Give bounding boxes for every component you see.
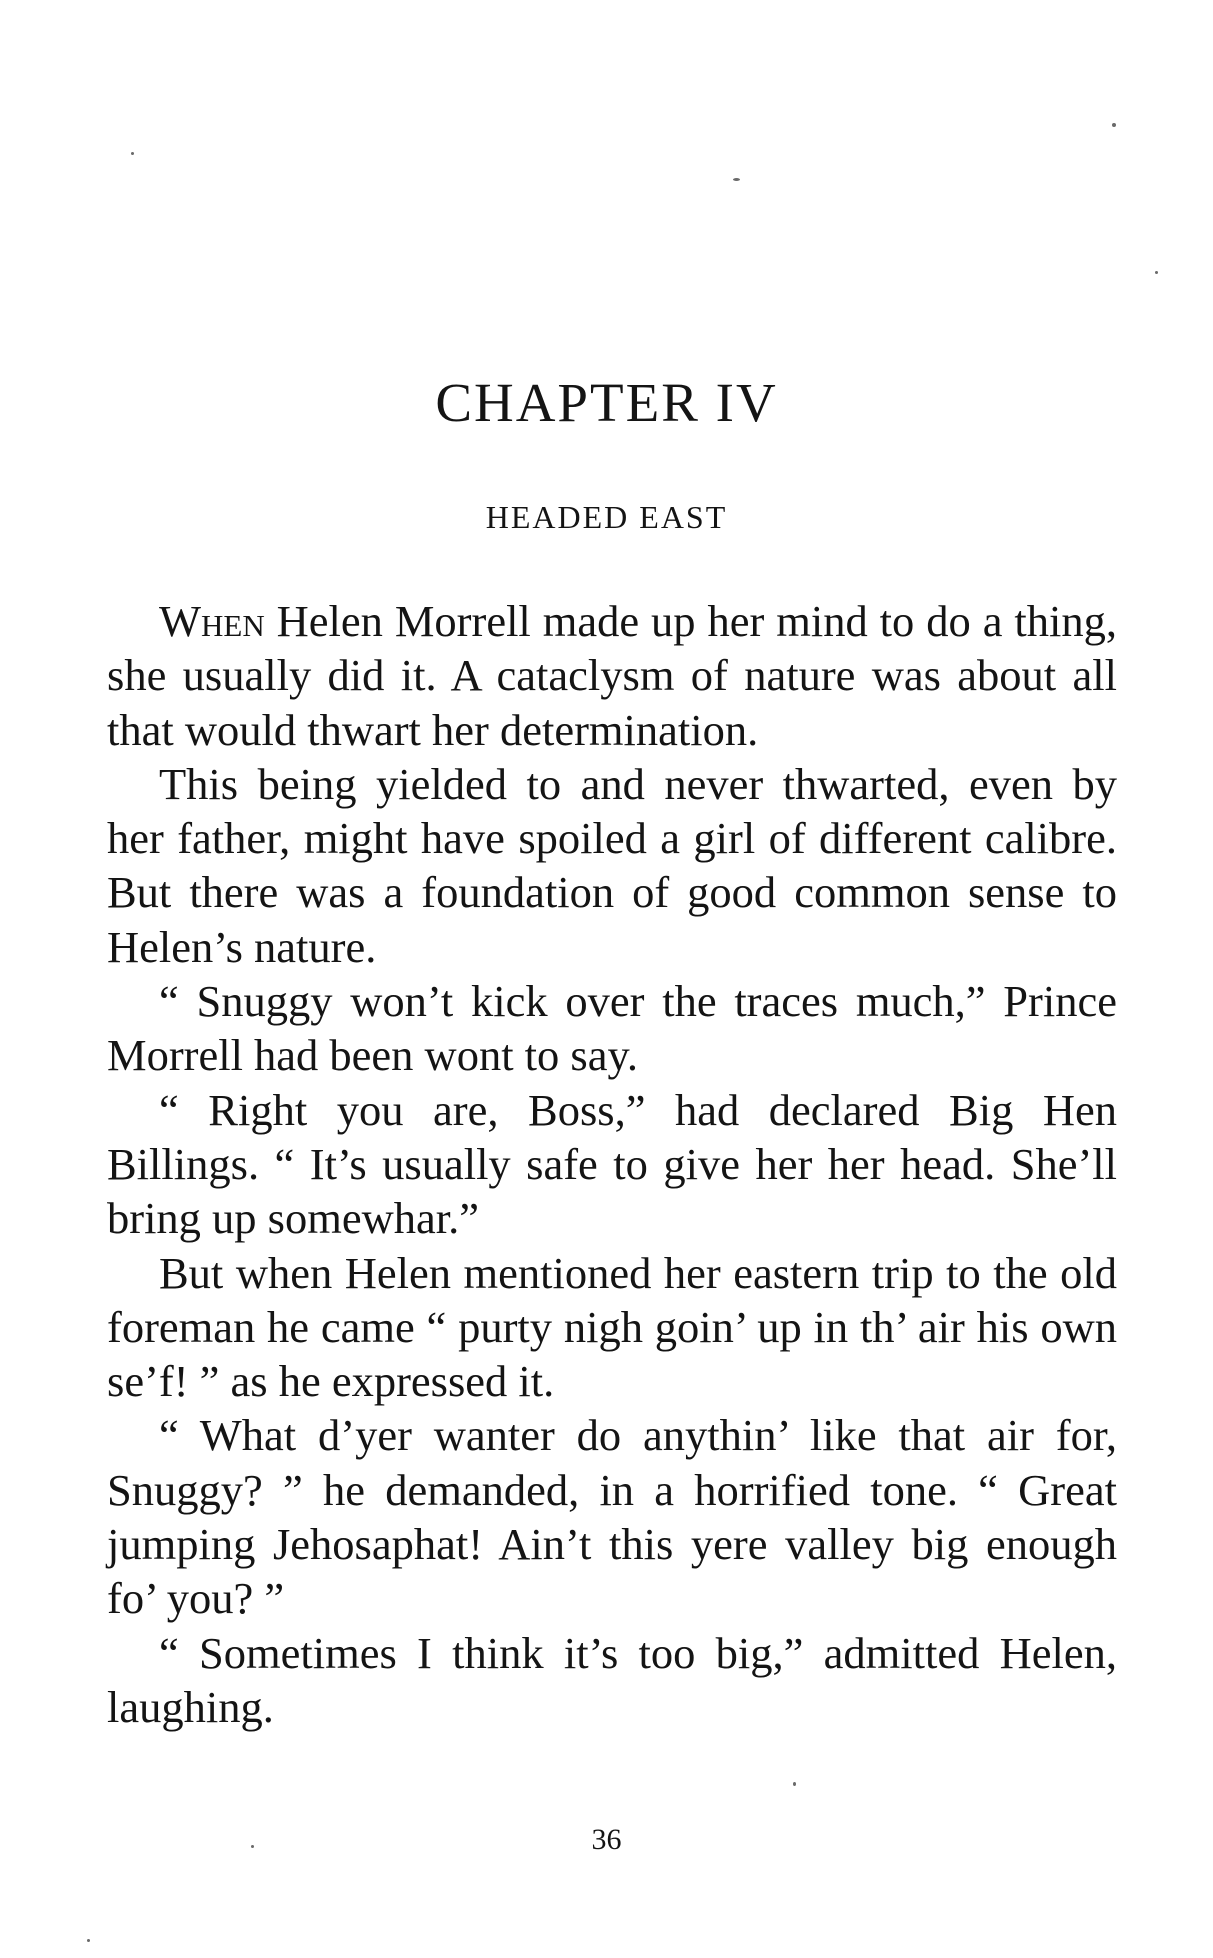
page-number: 36 xyxy=(591,1823,622,1856)
scan-speck xyxy=(251,1845,254,1848)
scan-speck xyxy=(1112,123,1116,127)
paragraph xyxy=(107,594,1117,757)
paragraph-text: Helen Morrell made up her mind to do a thing, she usually did it. A cataclysm of nature was about all that would thwart her determination. xyxy=(107,596,1117,755)
paragraph: “ What d’yer wanter do anythin’ like that air for, Snuggy? ” he demanded, in a horrified tone. “ Great jumping Jehosaphat! Ain’t this yere valley big enough fo’ you? ” xyxy=(107,1410,1117,1624)
paragraph: But when Helen mentioned her eastern trip to the old foreman he came “ purty nigh goin’ up in th’ air his own se’f! ” as he expressed it. xyxy=(107,1247,1117,1407)
scan-speck xyxy=(793,1782,796,1786)
scan-speck xyxy=(733,178,740,181)
paragraph: This being yielded to and never thwarted, even by her father, might have spoiled a girl of different calibre. But there was a foundation of good common sense to Helen’s nature. xyxy=(107,758,1117,972)
scan-speck xyxy=(87,1939,90,1942)
paragraph: “ Right you are, Boss,” had declared Big Hen Billings. “ It’s usually safe to give her her head. She’ll bring up somewhar.” xyxy=(107,1084,1117,1244)
scan-speck xyxy=(131,152,134,155)
paragraph: “ Sometimes I think it’s too big,” admitted Helen, laughing. xyxy=(107,1627,1117,1732)
paragraph: “ Snuggy won’t kick over the traces much,” Prince Morrell had been wont to say. xyxy=(107,976,1117,1081)
scan-speck xyxy=(1155,271,1158,274)
chapter-body xyxy=(107,594,1117,1734)
paragraph-lead-word: When xyxy=(159,596,265,646)
chapter-number: CHAPTER IV xyxy=(435,372,778,433)
chapter-title: HEADED EAST xyxy=(485,499,728,535)
